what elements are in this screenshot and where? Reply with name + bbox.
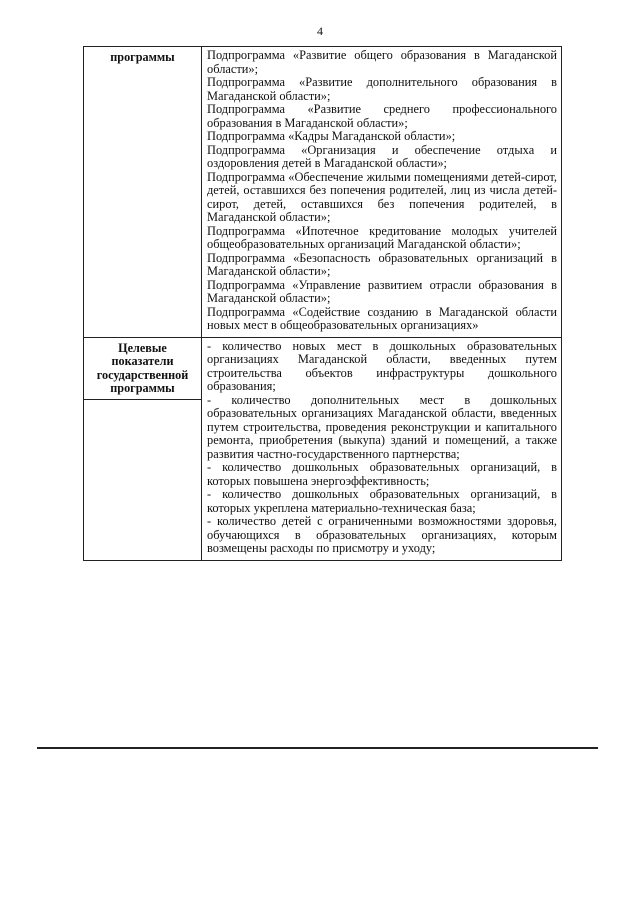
list-item: Подпрограмма «Кадры Магаданской области»;	[207, 129, 456, 143]
subprogram-list	[202, 47, 561, 337]
page-number: 4	[317, 24, 323, 38]
row-label-target-indicators: Целевые показатели государственной программы	[96, 340, 189, 395]
row-label-subprograms: программы	[110, 50, 175, 64]
list-item: - количество дошкольных образовательных организаций, в которых повышена энергоэффективность;	[207, 460, 557, 488]
bottom-rule	[37, 747, 598, 749]
list-item: - количество дополнительных мест в дошкольных образовательных организациях Магаданской области, введенных путем строительства, проведения реконструкции и капитального ремонта, приобретения (выкупа) зданий и помещений, а также развития частно-государственного партнерства;	[207, 392, 557, 461]
list-item: - количество дошкольных образовательных организаций, в которых укреплена материально-техническая база;	[207, 487, 557, 515]
label-cell-divider	[84, 399, 201, 400]
list-item: Подпрограмма «Организация и обеспечение отдыха и оздоровления детей в Магаданской области»;	[207, 142, 557, 170]
table-row-subprograms	[84, 47, 562, 338]
list-item: Подпрограмма «Развитие среднего профессионального образования в Магаданской области»;	[207, 102, 557, 130]
list-item: Подпрограмма «Управление развитием отрасли образования в Магаданской области»;	[207, 277, 557, 305]
list-item: Подпрограмма «Содействие созданию в Магаданской области новых мест в общеобразовательных организациях»	[207, 304, 557, 332]
table-row-target-indicators	[84, 337, 562, 560]
list-item: Подпрограмма «Развитие дополнительного образования в Магаданской области»;	[207, 75, 557, 103]
indicator-list	[202, 338, 561, 560]
row-label-cell	[84, 47, 202, 338]
list-item: Подпрограмма «Безопасность образовательных организаций в Магаданской области»;	[207, 250, 557, 278]
list-item: Подпрограмма «Ипотечное кредитование молодых учителей общеобразовательных организаций Магаданской области»;	[207, 223, 557, 251]
list-item: Подпрограмма «Развитие общего образования в Магаданской области»;	[207, 48, 557, 76]
list-item: - количество новых мест в дошкольных образовательных организациях Магаданской области, введенных путем строительства объектов инфраструктуры дошкольного образования;	[207, 338, 557, 393]
list-item: - количество детей с ограниченными возможностями здоровья, обучающихся в образовательных организациях, которым возмещены расходы по присмотру и уходу;	[207, 514, 557, 555]
row-label-cell	[84, 337, 202, 560]
list-item: Подпрограмма «Обеспечение жилыми помещениями детей-сирот, детей, оставшихся без попечения родителей, лиц из числа детей-сирот, детей, оставшихся без попечения родителей, в Магаданской области»;	[207, 169, 557, 224]
row-content-cell	[202, 337, 562, 560]
program-passport-table	[83, 46, 562, 561]
row-content-cell	[202, 47, 562, 338]
